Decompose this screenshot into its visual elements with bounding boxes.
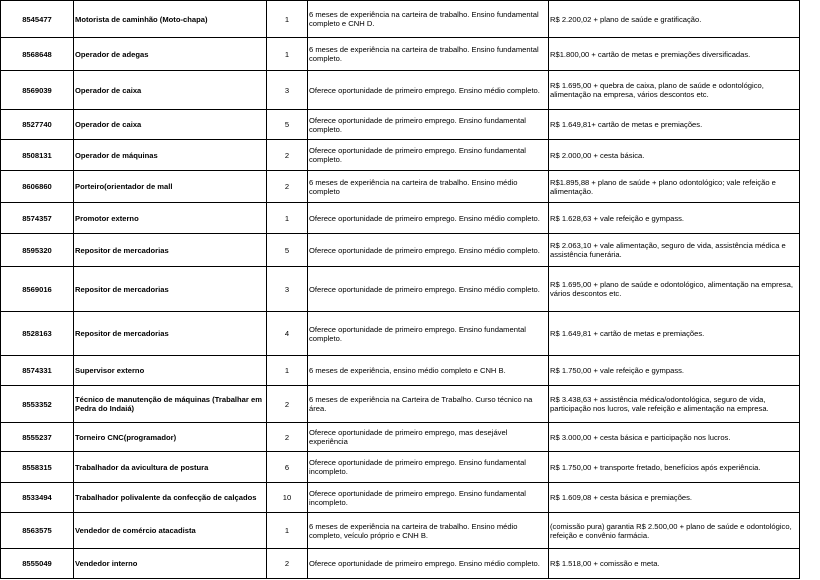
table-row: [1, 171, 800, 203]
requirements-cell: Oferece oportunidade de primeiro emprego. Ensino fundamental completo.: [308, 110, 549, 140]
job-title-cell: Operador de adegas: [74, 38, 267, 71]
table-row: [1, 203, 800, 234]
benefits-cell: R$ 1.628,63 + vale refeição e gympass.: [549, 203, 800, 234]
benefits-cell: R$ 1.695,00 + quebra de caixa, plano de saúde e odontológico, alimentação na empresa, vários descontos etc.: [549, 71, 800, 110]
vacancy-count-cell: 2: [267, 140, 308, 171]
job-title-cell: Porteiro(orientador de mall: [74, 171, 267, 203]
table-row: [1, 356, 800, 386]
job-title-cell: Operador de caixa: [74, 110, 267, 140]
vacancy-count-cell: 1: [267, 513, 308, 549]
benefits-cell: R$ 1.695,00 + plano de saúde e odontológico, alimentação na empresa, vários descontos etc.: [549, 267, 800, 312]
benefits-cell: R$1.895,88 + plano de saúde + plano odontológico; vale refeição e alimentação.: [549, 171, 800, 203]
job-code-cell: 8508131: [1, 140, 74, 171]
benefits-cell: R$ 1.649,81 + cartão de metas e premiações.: [549, 312, 800, 356]
requirements-cell: Oferece oportunidade de primeiro emprego. Ensino fundamental completo.: [308, 140, 549, 171]
job-title-cell: Técnico de manutenção de máquinas (Trabalhar em Pedra do Indaiá): [74, 386, 267, 423]
job-code-cell: 8574331: [1, 356, 74, 386]
requirements-cell: 6 meses de experiência, ensino médio completo e CNH B.: [308, 356, 549, 386]
vacancy-count-cell: 2: [267, 423, 308, 452]
table-row: [1, 38, 800, 71]
requirements-cell: Oferece oportunidade de primeiro emprego. Ensino fundamental incompleto.: [308, 452, 549, 483]
benefits-cell: R$ 1.649,81+ cartão de metas e premiações.: [549, 110, 800, 140]
job-title-cell: Supervisor externo: [74, 356, 267, 386]
job-title-cell: Motorista de caminhão (Moto-chapa): [74, 1, 267, 38]
table-row: [1, 1, 800, 38]
job-title-cell: Torneiro CNC(programador): [74, 423, 267, 452]
job-title-cell: Repositor de mercadorias: [74, 312, 267, 356]
requirements-cell: 6 meses de experiência na carteira de trabalho. Ensino médio completo, veículo próprio e CNH B.: [308, 513, 549, 549]
job-code-cell: 8568648: [1, 38, 74, 71]
benefits-cell: R$ 1.750,00 + vale refeição e gympass.: [549, 356, 800, 386]
vacancy-count-cell: 1: [267, 1, 308, 38]
requirements-cell: Oferece oportunidade de primeiro emprego. Ensino médio completo.: [308, 234, 549, 267]
table-row: [1, 140, 800, 171]
vacancy-count-cell: 6: [267, 452, 308, 483]
vacancy-count-cell: 2: [267, 171, 308, 203]
vacancy-count-cell: 5: [267, 110, 308, 140]
job-code-cell: 8569016: [1, 267, 74, 312]
table-row: [1, 267, 800, 312]
requirements-cell: Oferece oportunidade de primeiro emprego. Ensino médio completo.: [308, 549, 549, 579]
job-title-cell: Promotor externo: [74, 203, 267, 234]
benefits-cell: R$ 1.750,00 + transporte fretado, benefícios após experiência.: [549, 452, 800, 483]
table-row: [1, 483, 800, 513]
benefits-cell: R$ 2.200,02 + plano de saúde e gratificação.: [549, 1, 800, 38]
job-code-cell: 8574357: [1, 203, 74, 234]
benefits-cell: R$ 1.609,08 + cesta básica e premiações.: [549, 483, 800, 513]
requirements-cell: Oferece oportunidade de primeiro emprego, mas desejável experiência: [308, 423, 549, 452]
job-code-cell: 8558315: [1, 452, 74, 483]
vacancy-count-cell: 1: [267, 38, 308, 71]
job-code-cell: 8555237: [1, 423, 74, 452]
table-row: [1, 234, 800, 267]
job-code-cell: 8555049: [1, 549, 74, 579]
job-title-cell: Vendedor interno: [74, 549, 267, 579]
job-code-cell: 8533494: [1, 483, 74, 513]
job-title-cell: Trabalhador polivalente da confecção de calçados: [74, 483, 267, 513]
vacancy-count-cell: 2: [267, 386, 308, 423]
benefits-cell: R$ 3.000,00 + cesta básica e participação nos lucros.: [549, 423, 800, 452]
requirements-cell: Oferece oportunidade de primeiro emprego. Ensino fundamental incompleto.: [308, 483, 549, 513]
job-code-cell: 8528163: [1, 312, 74, 356]
requirements-cell: 6 meses de experiência na carteira de trabalho. Ensino médio completo: [308, 171, 549, 203]
benefits-cell: R$ 2.000,00 + cesta básica.: [549, 140, 800, 171]
table-row: [1, 452, 800, 483]
job-code-cell: 8527740: [1, 110, 74, 140]
job-code-cell: 8595320: [1, 234, 74, 267]
job-code-cell: 8606860: [1, 171, 74, 203]
table-row: [1, 513, 800, 549]
vacancy-count-cell: 2: [267, 549, 308, 579]
requirements-cell: 6 meses de experiência na carteira de trabalho. Ensino fundamental completo e CNH D.: [308, 1, 549, 38]
benefits-cell: R$ 1.518,00 + comissão e meta.: [549, 549, 800, 579]
benefits-cell: R$1.800,00 + cartão de metas e premiações diversificadas.: [549, 38, 800, 71]
job-code-cell: 8545477: [1, 1, 74, 38]
table-row: [1, 110, 800, 140]
table-row: [1, 312, 800, 356]
table-row: [1, 71, 800, 110]
benefits-cell: (comissão pura) garantia R$ 2.500,00 + plano de saúde e odontológico, refeição e convênio farmácia.: [549, 513, 800, 549]
vacancy-count-cell: 5: [267, 234, 308, 267]
requirements-cell: Oferece oportunidade de primeiro emprego. Ensino fundamental completo.: [308, 312, 549, 356]
requirements-cell: Oferece oportunidade de primeiro emprego. Ensino médio completo.: [308, 71, 549, 110]
vacancy-count-cell: 3: [267, 71, 308, 110]
requirements-cell: Oferece oportunidade de primeiro emprego. Ensino médio completo.: [308, 203, 549, 234]
job-title-cell: Vendedor de comércio atacadista: [74, 513, 267, 549]
requirements-cell: Oferece oportunidade de primeiro emprego. Ensino médio completo.: [308, 267, 549, 312]
benefits-cell: R$ 2.063,10 + vale alimentação, seguro de vida, assistência médica e assistência funerária.: [549, 234, 800, 267]
benefits-cell: R$ 3.438,63 + assistência médica/odontológica, seguro de vida, participação nos lucros, vale refeição e alimentação na empresa.: [549, 386, 800, 423]
job-title-cell: Repositor de mercadorias: [74, 267, 267, 312]
job-code-cell: 8569039: [1, 71, 74, 110]
table-row: [1, 549, 800, 579]
vacancy-count-cell: 1: [267, 356, 308, 386]
job-title-cell: Operador de caixa: [74, 71, 267, 110]
job-code-cell: 8553352: [1, 386, 74, 423]
vacancy-count-cell: 4: [267, 312, 308, 356]
vacancy-count-cell: 10: [267, 483, 308, 513]
job-title-cell: Operador de máquinas: [74, 140, 267, 171]
job-title-cell: Trabalhador da avicultura de postura: [74, 452, 267, 483]
vacancy-count-cell: 3: [267, 267, 308, 312]
requirements-cell: 6 meses de experiência na carteira de trabalho. Ensino fundamental completo.: [308, 38, 549, 71]
vacancy-count-cell: 1: [267, 203, 308, 234]
table-row: [1, 386, 800, 423]
table-row: [1, 423, 800, 452]
job-title-cell: Repositor de mercadorias: [74, 234, 267, 267]
job-code-cell: 8563575: [1, 513, 74, 549]
requirements-cell: 6 meses de experiência na Carteira de Trabalho. Curso técnico na área.: [308, 386, 549, 423]
